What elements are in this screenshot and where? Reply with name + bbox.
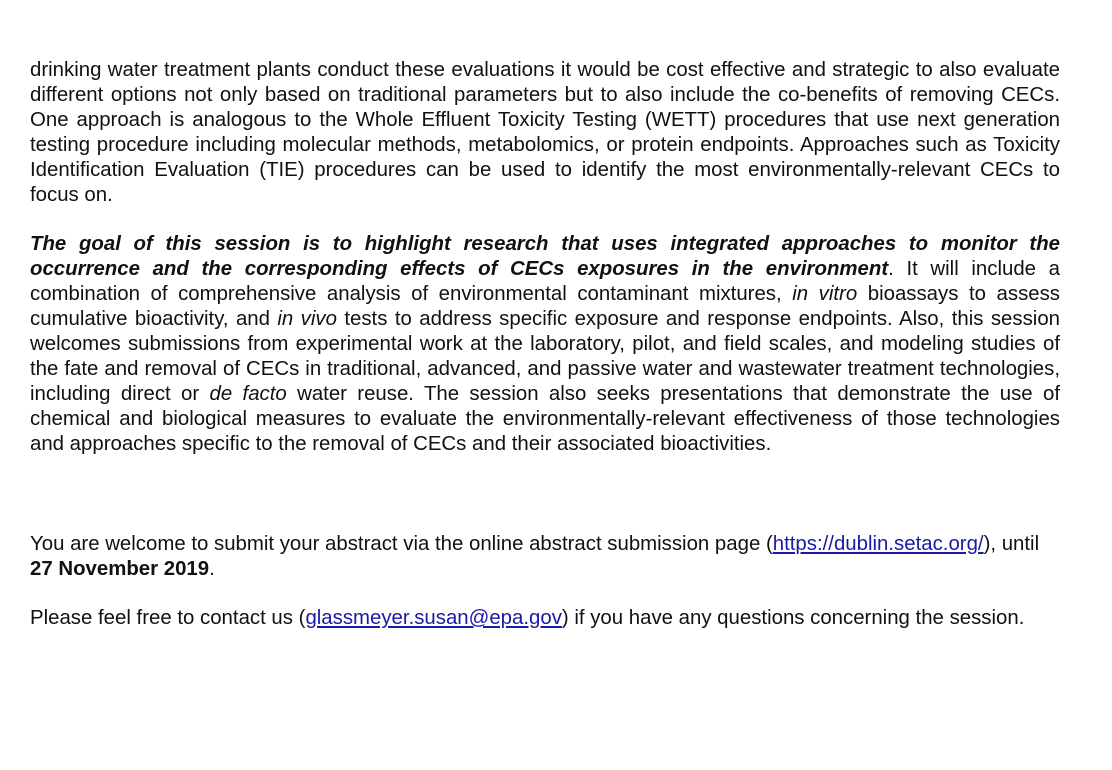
paragraph-text: water reuse. The session also seeks presentations that demonstrate the use of chemical and biological measures to evaluate the environmentally-relevant effectiveness of those technologies and approaches specific to the removal of CECs and their associated bioactivities. [30,383,1060,455]
paragraph-text: drinking water treatment plants conduct these evaluations it would be cost effective and strategic to also evaluate different options not only based on traditional parameters but to also include the co-benefits of removing CECs. One approach is analogous to the Whole Effluent Toxicity Testing (WETT) procedures that use next generation testing procedure including molecular methods, metabolomics, or protein endpoints. Approaches such as Toxicity Identification Evaluation (TIE) procedures can be used to identify the most environmentally-relevant CECs to focus on. [30,59,1060,206]
session-goal-statement: The goal of this session is to highlight research that uses integrated approaches to monitor the occurrence and the corresponding effects of CECs exposures in the environment [30,233,1060,280]
submission-page-link[interactable]: https://dublin.setac.org/ [772,533,984,555]
paragraph-text: Please feel free to contact us ( [30,607,306,629]
paragraph-text: tests to address specific exposure and response endpoints. Also, this session welcomes submissions from experimental work at the laboratory, pilot, and field scales, and modeling studies of the fate and removal of CECs in traditional, advanced, and passive water and wastewater treatment technologies, including direct or [30,308,1060,405]
de-facto-term: de facto [209,383,287,405]
paragraph-contact [30,606,1060,631]
paragraph-text: ), until [983,533,1040,555]
paragraph-session-goal [30,232,1060,457]
paragraph-submission [30,532,1060,582]
paragraph-text: You are welcome to submit your abstract via the online abstract submission page ( [30,533,773,555]
paragraph-evaluation-approaches [30,58,1060,208]
paragraph-text: ) if you have any questions concerning the session. [561,607,1025,629]
paragraph-text: . [209,558,215,580]
deadline-date: 27 November 2019 [30,558,210,580]
paragraph-text: . It will include a combination of comprehensive analysis of environmental contaminant mixtures, [30,258,1061,305]
in-vivo-term: in vivo [277,308,337,330]
paragraph-text: bioassays to assess cumulative bioactivity, and [30,283,1060,330]
in-vitro-term: in vitro [792,283,858,305]
contact-email-link[interactable]: glassmeyer.susan@epa.gov [305,607,562,629]
